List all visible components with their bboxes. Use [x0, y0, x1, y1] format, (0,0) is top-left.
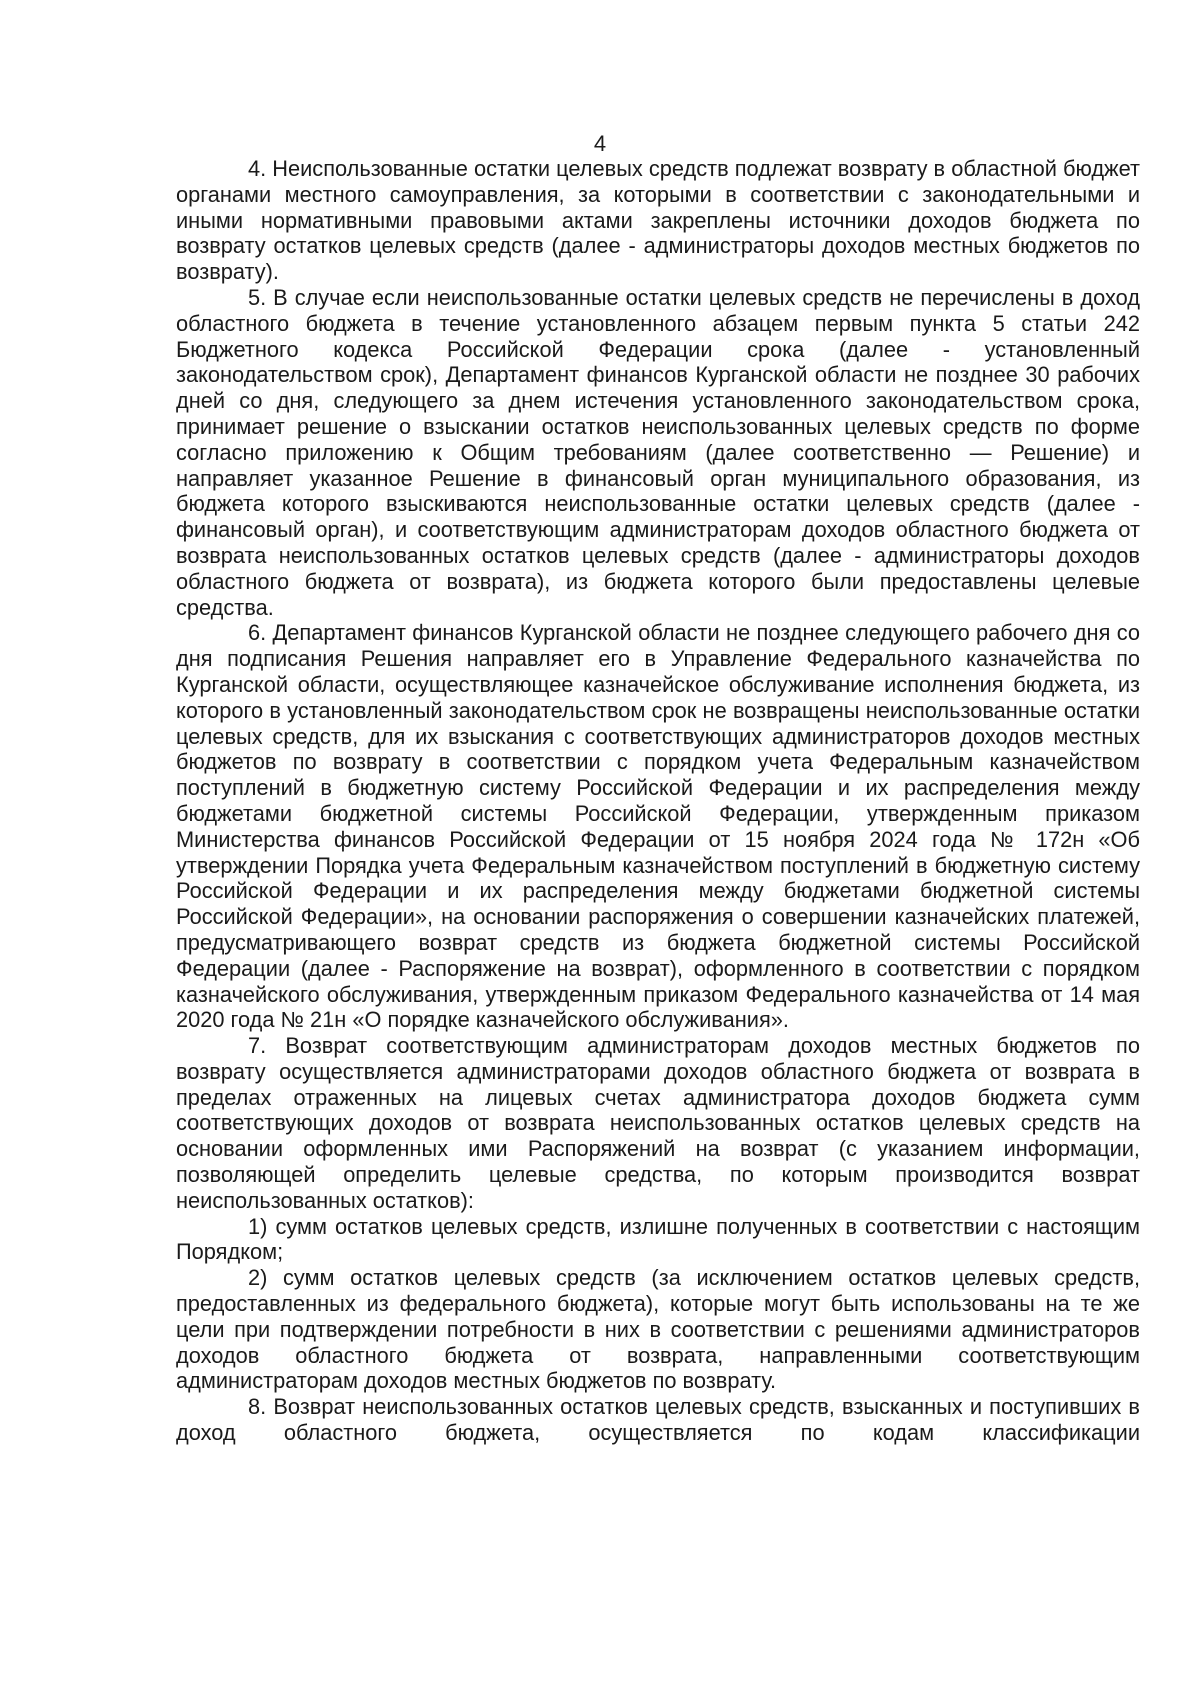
paragraph-8: 8. Возврат неиспользованных остатков целевых средств, взысканных и поступивших в доход областного бюджета, осуществляется по кодам классификации — [176, 1394, 1140, 1446]
paragraph-7: 7. Возврат соответствующим администраторам доходов местных бюджетов по возврату осуществляется администраторами доходов областного бюджета от возврата в пределах отраженных на лицевых счетах администратора доходов бюджета сумм соответствующих доходов от возврата неиспользованных остатков целевых средств на основании оформленных ими Распоряжений на возврат (с указанием информации, позволяющей определить целевые средства, по которым производится возврат неиспользованных остатков): — [176, 1033, 1140, 1213]
paragraph-5: 5. В случае если неиспользованные остатки целевых средств не перечислены в доход областного бюджета в течение установленного абзацем первым пункта 5 статьи 242 Бюджетного кодекса Российской Федерации срока (далее - установленный законодательством срок), Департамент финансов Курганской области не позднее 30 рабочих дней со дня, следующего за днем истечения установленного законодательством срока, принимает решение о взыскании остатков неиспользованных целевых средств по форме согласно приложению к Общим требованиям (далее соответственно — Решение) и направляет указанное Решение в финансовый орган муниципального образования, из бюджета которого взыскиваются неиспользованные остатки целевых средств (далее - финансовый орган), и соответствующим администраторам доходов областного бюджета от возврата неиспользованных остатков целевых средств (далее - администраторы доходов областного бюджета от возврата), из бюджета которого были предоставлены целевые средства. — [176, 284, 1140, 620]
paragraph-4: 4. Неиспользованные остатки целевых средств подлежат возврату в областной бюджет органами местного самоуправления, за которыми в соответствии с законодательными и иными нормативными правовыми актами закреплены источники доходов бюджета по возврату остатков целевых средств (далее - администраторы доходов местных бюджетов по возврату). — [176, 156, 1140, 285]
paragraph-7-item-2: 2) сумм остатков целевых средств (за исключением остатков целевых средств, предоставленных из федерального бюджета), которые могут быть использованы на те же цели при подтверждении потребности в них в соответствии с решениями администраторов доходов областного бюджета от возврата, направленными соответствующим администраторам доходов местных бюджетов по возврату. — [176, 1265, 1140, 1394]
page-number: 4 — [593, 131, 607, 156]
paragraph-6: 6. Департамент финансов Курганской области не позднее следующего рабочего дня со дня подписания Решения направляет его в Управление Федерального казначейства по Курганской области, осуществляющее казначейское обслуживание исполнения бюджета, из которого в установленный законодательством срок не возвращены неиспользованные остатки целевых средств, для их взыскания с соответствующих администраторов доходов местных бюджетов по возврату в соответствии с порядком учета Федеральным казначейством поступлений в бюджетную систему Российской Федерации и их распределения между бюджетами бюджетной системы Российской Федерации, утвержденным приказом Министерства финансов Российской Федерации от 15 ноября 2024 года № 172н «Об утверждении Порядка учета Федеральным казначейством поступлений в бюджетную систему Российской Федерации и их распределения между бюджетами бюджетной системы Российской Федерации», на основании распоряжения о совершении казначейских платежей, предусматривающего возврат средств из бюджета бюджетной системы Российской Федерации (далее - Распоряжение на возврат), оформленного в соответствии с порядком казначейского обслуживания, утвержденным приказом Федерального казначейства от 14 мая 2020 года № 21н «О порядке казначейского обслуживания». — [176, 620, 1140, 1033]
paragraph-7-item-1: 1) сумм остатков целевых средств, излишне полученных в соответствии с настоящим Порядком; — [176, 1213, 1140, 1265]
document-body — [176, 156, 1140, 1446]
